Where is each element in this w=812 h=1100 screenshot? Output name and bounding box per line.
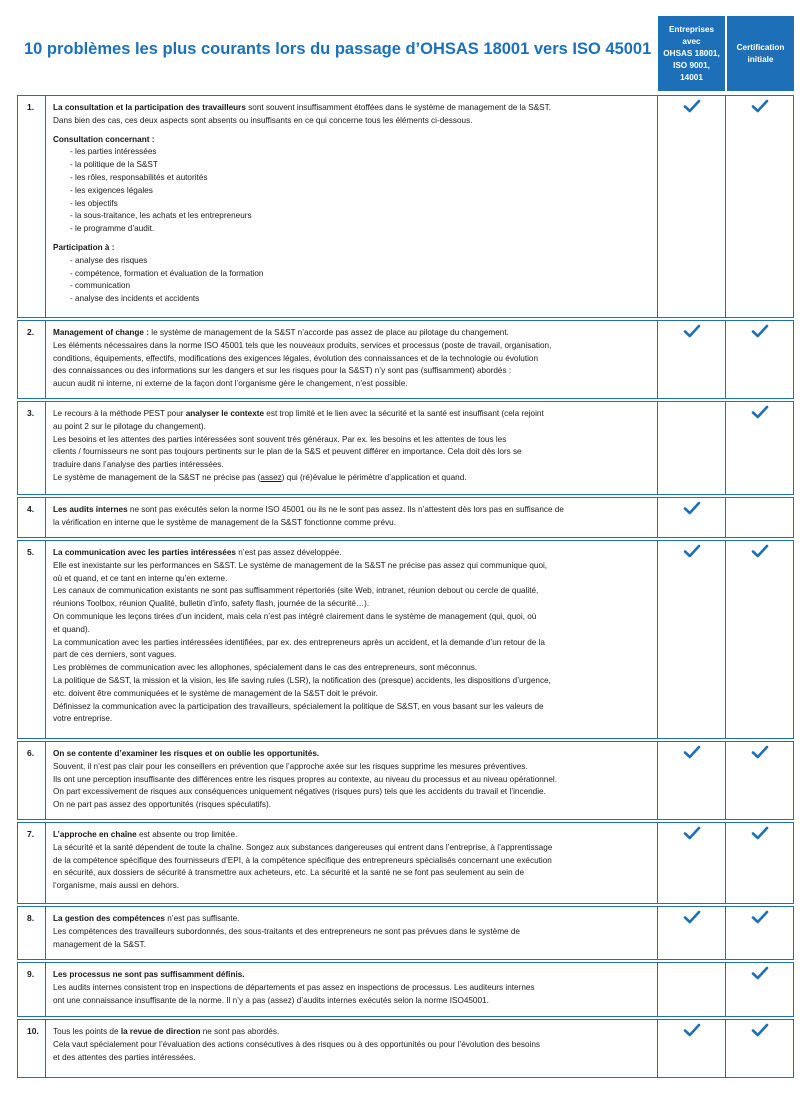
list-item: - les exigences légales — [70, 185, 153, 195]
description-line: la vérification en interne que le système de management de la S&ST fonctionne comme prévu. — [53, 517, 397, 527]
table-row — [17, 906, 794, 960]
description-line: Les besoins et les attentes des parties intéressées sont souvent très généraux. Par ex. les besoins et les attentes de tous les — [53, 434, 507, 444]
checkmark-icon — [683, 826, 701, 840]
list-item: - analyse des risques — [70, 255, 148, 265]
check-cell-existing-certified — [658, 823, 726, 903]
problem-keyword: la revue de direction — [120, 1027, 201, 1036]
check-cell-initial-certification — [726, 321, 794, 398]
description-line: en sécurité, aux dossiers de sécurité à transmettre aux acheteurs, etc. La sécurité et la santé ne se font pas seulement au sein de — [53, 868, 525, 878]
check-cell-existing-certified — [658, 321, 726, 398]
column-header-line: OHSAS 18001, — [663, 48, 720, 58]
description-line: Elle est inexistante sur les performances en S&ST. Le système de management de la S&ST ne précise pas assez qui communique quoi, — [53, 560, 548, 570]
row-number: 5. — [18, 541, 46, 738]
list-item: - la sous-traitance, les achats et les entrepreneurs — [70, 211, 252, 221]
description-line: Les compétences des travailleurs subordonnés, des sous-traitants et des entrepreneurs ne sont pas prévues dans le système de — [53, 926, 520, 936]
column-header-line: Certification — [736, 42, 785, 52]
checkmark-icon — [751, 745, 769, 759]
lead-prefix: Le recours à la méthode PEST pour — [53, 409, 186, 418]
problem-description — [46, 907, 658, 959]
problem-description — [46, 1020, 658, 1077]
description-line: et des attentes des parties intéressées. — [53, 1052, 196, 1062]
checkmark-icon — [683, 99, 701, 113]
table-row — [17, 401, 794, 495]
checkmark-icon — [751, 826, 769, 840]
lead-line — [53, 504, 651, 517]
check-cell-initial-certification — [726, 402, 794, 494]
lead-line — [53, 748, 651, 761]
table-row — [17, 497, 794, 538]
list-item: - les parties intéressées — [70, 147, 157, 157]
check-cell-existing-certified — [658, 541, 726, 738]
row-number: 8. — [18, 907, 46, 959]
description-line: au point 2 sur le pilotage du changement). — [53, 421, 206, 431]
problem-description — [46, 321, 658, 398]
lead-rest: est trop limité et le lien avec la sécurité et la santé est insuffisant (cela rejoint — [264, 409, 544, 418]
row-number: 3. — [18, 402, 46, 494]
description-line: management de la S&ST. — [53, 939, 146, 949]
description-line: aucun audit ni interne, ni externe de la façon dont l’organisme gère le changement, n’est possible. — [53, 379, 408, 389]
lead-line — [53, 102, 651, 115]
table-row — [17, 741, 794, 820]
checkmark-icon — [683, 1023, 701, 1037]
check-cell-existing-certified — [658, 742, 726, 819]
description-line: où et quand, et ce tant en interne qu’en externe. — [53, 573, 228, 583]
description-line: Souvent, il n’est pas clair pour les conseillers en prévention que l’approche axée sur les risques supprime les mesures préventives. — [53, 761, 528, 771]
description-line — [53, 472, 651, 485]
checkmark-icon — [683, 324, 701, 338]
problem-keyword: Les processus ne sont pas suffisamment définis. — [53, 970, 245, 979]
description-line: On ne part pas assez des opportunités (risques spéculatifs). — [53, 800, 271, 810]
problem-description — [46, 96, 658, 317]
consultation-heading: Consultation concernant : — [53, 134, 155, 144]
problem-keyword: Management of change : — [53, 328, 149, 337]
description-line: et quand). — [53, 624, 90, 634]
description-line: réunions Toolbox, réunion Qualité, bulletin d’info, safety flash, journée de la sécurité…). — [53, 599, 370, 609]
description-line: etc. doivent être communiquées et le système de management de la S&ST doit le prévoir. — [53, 688, 378, 698]
checkmark-icon — [751, 324, 769, 338]
check-cell-initial-certification — [726, 541, 794, 738]
list-item: - compétence, formation et évaluation de la formation — [70, 268, 264, 278]
list-item: - communication — [70, 281, 131, 291]
row-number: 7. — [18, 823, 46, 903]
text-fragment: ) qui (ré)évalue le périmètre d’application et quand. — [281, 472, 467, 482]
underlined-word: assez — [260, 472, 282, 482]
column-header-line: Entreprises — [668, 24, 715, 34]
lead-line — [53, 829, 651, 842]
problem-keyword: L’approche en chaîne — [53, 830, 137, 839]
problem-description — [46, 498, 658, 537]
problem-keyword: Les audits internes — [53, 505, 128, 514]
row-number: 9. — [18, 963, 46, 1016]
problem-description — [46, 402, 658, 494]
checkmark-icon — [683, 910, 701, 924]
check-cell-initial-certification — [726, 498, 794, 537]
problem-keyword: On se contente d’examiner les risques et on oublie les opportunités. — [53, 749, 320, 758]
check-cell-initial-certification — [726, 742, 794, 819]
table-row — [17, 320, 794, 399]
checkmark-icon — [683, 745, 701, 759]
list-item: - les objectifs — [70, 198, 118, 208]
list-item: - le programme d’audit. — [70, 224, 155, 234]
check-cell-existing-certified — [658, 963, 726, 1016]
checkmark-icon — [751, 99, 769, 113]
column-header-line: ISO 9001, — [673, 60, 710, 70]
column-header-existing-certified — [658, 16, 725, 91]
text-fragment: Le système de management de la S&ST ne précise pas ( — [53, 472, 261, 482]
lead-line — [53, 1026, 651, 1039]
column-header-initial-certification — [727, 16, 794, 91]
checkmark-icon — [751, 1023, 769, 1037]
description-line: Les canaux de communication existants ne sont pas suffisamment répertoriés (site Web, intranet, réunion debout ou cercle de qualité, — [53, 586, 539, 596]
check-cell-initial-certification — [726, 907, 794, 959]
check-cell-initial-certification — [726, 963, 794, 1016]
description-line: des connaissances ou des informations sur les dangers et sur les risques pour la S&ST) n’y sont pas (suffisamment) abordés : — [53, 366, 512, 376]
table-row — [17, 1019, 794, 1078]
description-line: Les éléments nécessaires dans la norme ISO 45001 tels que les nouveaux produits, services et processus (poste de travail, organisation, — [53, 340, 552, 350]
problem-description — [46, 963, 658, 1016]
lead-rest: sont souvent insuffisamment étoffées dans le système de management de la S&ST. — [245, 103, 552, 112]
problem-description — [46, 823, 658, 903]
problem-description — [46, 541, 658, 738]
description-line: de la compétence spécifique des fournisseurs d’EPI, à la compétence spécifique des entrepreneurs spécialisés concernant une exécution — [53, 855, 552, 865]
column-header-line: 14001 — [680, 72, 703, 82]
description-line: Les problèmes de communication avec les allophones, spécialement dans le cas des entrepreneurs, sont méconnus. — [53, 663, 478, 673]
lead-rest: n’est pas assez développée. — [235, 548, 342, 557]
checkmark-icon — [751, 966, 769, 980]
description-line: La communication avec les parties intéressées identifiées, par ex. des entrepreneurs après un accident, et la demande d’un retour de la — [53, 637, 545, 647]
description-line: Les audits internes consistent trop en inspections de départements et pas assez en inspections de processus. Les auditeurs internes — [53, 982, 535, 992]
description-line: Cela vaut spécialement pour l’évaluation des actions consécutives à des risques ou à des opportunités ou pour l’évolution des besoins — [53, 1039, 541, 1049]
list-item: - les rôles, responsabilités et autorités — [70, 172, 208, 182]
lead-line — [53, 969, 651, 982]
checkmark-icon — [683, 544, 701, 558]
check-cell-existing-certified — [658, 498, 726, 537]
description-line: Dans bien des cas, ces deux aspects sont absents ou insuffisants en ce qui concerne tous les éléments ci-dessous. — [53, 115, 473, 125]
description-line: traduire dans l’analyse des parties intéressées. — [53, 460, 224, 470]
check-cell-existing-certified — [658, 1020, 726, 1077]
lead-rest: est absente ou trop limitée. — [136, 830, 238, 839]
row-number: 10. — [18, 1020, 46, 1077]
description-line: Ils ont une perception insuffisante des différences entre les risques propres au contexte, au niveau du processus et au niveau opérationnel. — [53, 774, 558, 784]
table-row — [17, 822, 794, 904]
table-row — [17, 540, 794, 739]
description-line: votre entreprise. — [53, 714, 113, 724]
lead-rest: n’est pas suffisante. — [164, 914, 240, 923]
row-number: 6. — [18, 742, 46, 819]
list-item: - la politique de la S&ST — [70, 160, 158, 170]
description-line: ont une connaissance insuffisante de la norme. Il n’y a pas (assez) d’audits internes exécutés selon la norme ISO45001. — [53, 995, 489, 1005]
row-number: 4. — [18, 498, 46, 537]
column-header-line: avec — [682, 36, 701, 46]
row-number: 2. — [18, 321, 46, 398]
problem-keyword: La gestion des compétences — [53, 914, 165, 923]
description-line: On communique les leçons tirées d’un incident, mais cela n’est pas intégré clairement dans le système de management (qui, quoi, où — [53, 611, 537, 621]
problem-keyword: La communication avec les parties intéressées — [53, 548, 236, 557]
check-cell-initial-certification — [726, 823, 794, 903]
check-cell-initial-certification — [726, 96, 794, 317]
check-cell-existing-certified — [658, 907, 726, 959]
description-line: La politique de S&ST, la mission et la vision, les life saving rules (LSR), la notification des (presque) accidents, les dispositions d’urgence, — [53, 675, 551, 685]
description-line: l’organisme, mais aussi en dehors. — [53, 881, 180, 891]
checkmark-icon — [683, 501, 701, 515]
checkmark-icon — [751, 910, 769, 924]
table-row — [17, 962, 794, 1017]
description-line: conditions, équipements, effectifs, modifications des exigences légales, évolution des connaissances et de la technologie ou évolution — [53, 353, 539, 363]
page-title: 10 problèmes les plus courants lors du passage d’OHSAS 18001 vers ISO 45001 — [24, 40, 652, 58]
description-line: part de ces derniers, sont vagues. — [53, 650, 177, 660]
participation-heading: Participation à : — [53, 242, 115, 252]
check-cell-existing-certified — [658, 96, 726, 317]
lead-prefix: Tous les points de — [53, 1027, 121, 1036]
lead-line — [53, 547, 651, 560]
description-line: Définissez la communication avec la participation des travailleurs, spécialement la politique de S&ST, en vous basant sur les valeurs de — [53, 701, 544, 711]
checkmark-icon — [751, 544, 769, 558]
description-line: La sécurité et la santé dépendent de toute la chaîne. Songez aux substances dangereuses qui entrent dans l’entreprise, à l’apprentissage — [53, 842, 553, 852]
list-item: - analyse des incidents et accidents — [70, 294, 200, 304]
lead-line — [53, 913, 651, 926]
lead-rest: le système de management de la S&ST n’accorde pas assez de place au pilotage du changement. — [149, 328, 509, 337]
lead-line — [53, 408, 651, 421]
problem-keyword: La consultation et la participation des travailleurs — [53, 103, 246, 112]
row-number: 1. — [18, 96, 46, 317]
check-cell-initial-certification — [726, 1020, 794, 1077]
lead-rest: ne sont pas exécutés selon la norme ISO 45001 ou ils ne le sont pas assez. Ils n’attestent dès lors pas en suffisance de — [127, 505, 564, 514]
lead-rest: ne sont pas abordés. — [200, 1027, 280, 1036]
description-line: On part excessivement de risques aux conséquences uniquement négatives (risques purs) tels que les accidents du travail et l’incendie. — [53, 787, 546, 797]
column-header-line: initiale — [747, 54, 774, 64]
lead-line — [53, 327, 651, 340]
problem-description — [46, 742, 658, 819]
description-line: clients / fournisseurs ne sont pas toujours pertinents sur le plan de la S&S et peuvent différer en importance. Cela doit dès lors se — [53, 447, 522, 457]
checkmark-icon — [751, 405, 769, 419]
check-cell-existing-certified — [658, 402, 726, 494]
problem-keyword: analyser le contexte — [185, 409, 265, 418]
table-row — [17, 95, 794, 318]
